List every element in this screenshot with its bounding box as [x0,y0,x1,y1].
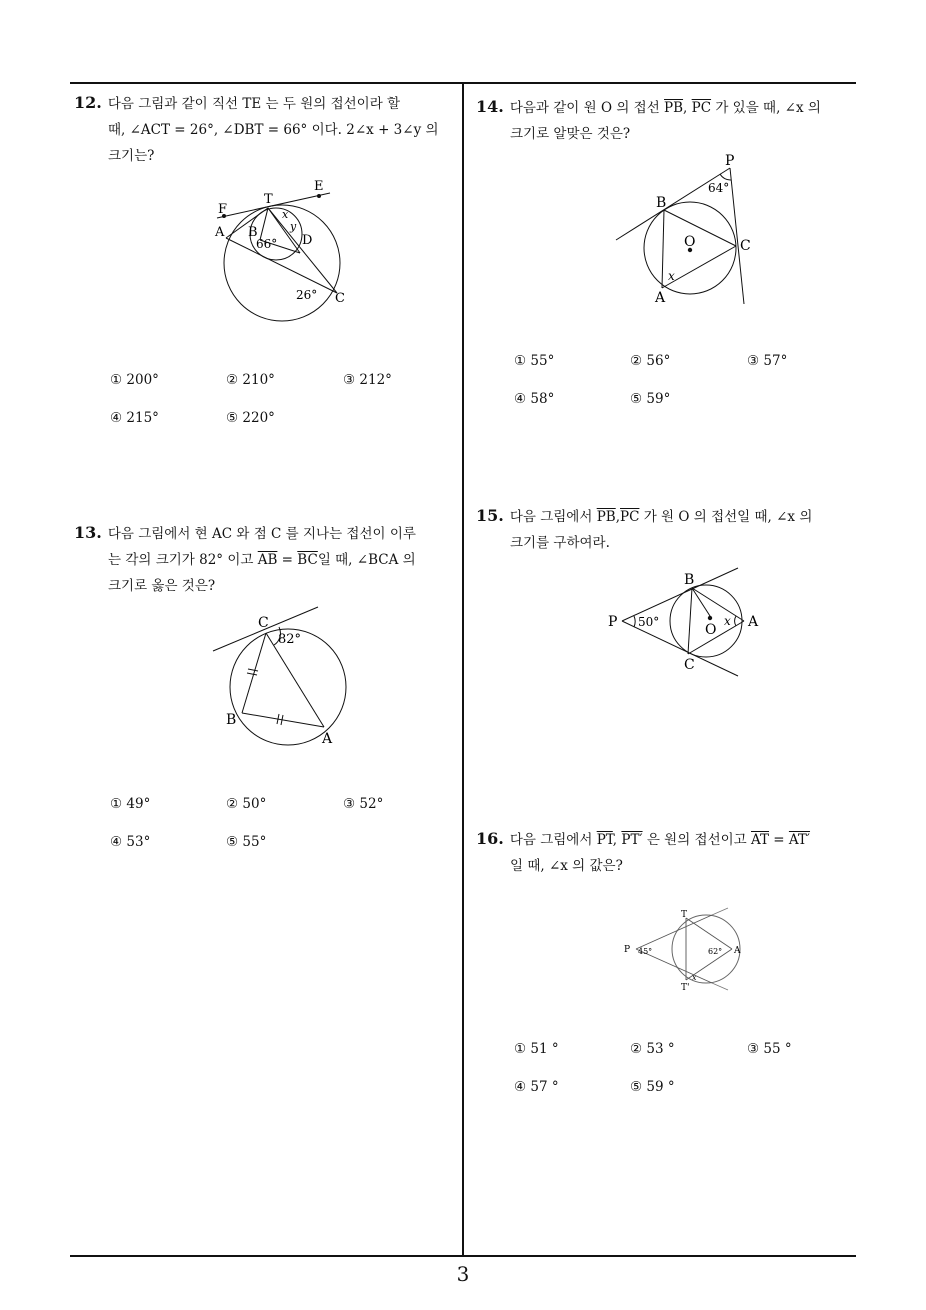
choice-4[interactable]: ④ 53° [110,834,151,850]
tangent-PB [622,568,738,621]
label-O: O [684,234,696,250]
label-A: A [748,614,759,630]
angle-50: 50° [638,615,660,629]
question-text-line: 크기로 알맞은 것은? [510,126,631,142]
question-number: 14. [476,97,504,116]
question-number: 12. [74,93,102,112]
ray-PB: $\overline{PB}$ [664,100,684,116]
ray-PB: $\overline{PB}$ [596,509,616,525]
choice-3[interactable]: ③ 57° [747,353,788,369]
question-text-line [510,509,813,525]
label-x: x [724,614,731,628]
label-B: B [226,712,237,728]
label-C: C [335,291,345,306]
point-E [317,194,321,198]
choice-3[interactable]: ③ 55 ° [747,1041,792,1057]
label-C: C [684,657,695,673]
text-segment: 일 때, ∠BCA 의 [317,552,416,568]
choice-4[interactable]: ④ 215° [110,410,159,426]
label-T-prime: T' [681,983,690,993]
text-segment: 가 있을 때, ∠x 의 [711,100,821,116]
text-segment: , [683,100,692,116]
label-P: P [725,153,735,169]
choice-5[interactable]: ⑤ 220° [226,410,275,426]
question-text-line: 크기는? [108,148,155,164]
column-divider [462,82,464,1256]
choice-2[interactable]: ② 53 ° [630,1041,675,1057]
choice-5[interactable]: ⑤ 59 ° [630,1079,675,1095]
angle-45: 45° [638,947,653,956]
question-text-line: 일 때, ∠x 의 값은? [510,858,623,874]
label-A: A [655,290,666,306]
question-text-line: 크기로 옳은 것은? [108,578,216,594]
text-segment: 은 원의 접선이고 [642,832,751,848]
figure-q12 [212,178,352,318]
tick-CB-1 [248,669,258,671]
label-C: C [258,615,269,631]
segment-BA [662,210,664,288]
page-number: 3 [456,1262,470,1286]
segment-TC [268,208,337,293]
choice-1[interactable]: ① 55° [514,353,555,369]
question-number: 16. [476,829,504,848]
ray-PC: $\overline{PC}$ [620,509,640,525]
text-segment: , [612,832,622,848]
text-segment: 는 각의 크기가 82° 이고 [108,552,258,568]
segment-BC-overlined: $\overline{BC}$ [297,552,318,568]
text-segment: 다음 그림에서 [509,832,597,848]
choice-3[interactable]: ③ 52° [343,796,384,812]
circle [672,915,740,983]
choice-5[interactable]: ⑤ 59° [630,391,671,407]
text-segment: , [615,509,620,525]
question-text-line: 다음 그림에서 현 AC 와 점 C 를 지나는 접선이 이루 [107,526,416,542]
arc-AT-prime: AT′ [788,832,811,848]
question-text-line [510,100,821,116]
tick-CB-2 [247,673,257,675]
segment-AC [226,238,337,293]
text-segment: 다음 그림에서 [509,509,597,525]
label-O: O [705,622,717,638]
angle-62: 62° [708,947,723,956]
label-D: D [302,233,313,248]
figure-q14 [612,150,772,310]
segment-BC [688,588,692,654]
angle-arc-50 [634,616,635,627]
segment-BO [692,588,710,616]
question-text-line: 크기를 구하여라. [510,535,610,551]
label-B: B [248,225,258,240]
label-B: B [656,195,667,211]
label-E: E [314,179,324,194]
segment-BA [692,588,744,621]
label-C: C [740,238,751,254]
question-number: 13. [74,523,102,542]
tangent-ext-2 [712,983,728,990]
choice-4[interactable]: ④ 57 ° [514,1079,559,1095]
question-12 [74,90,458,169]
question-14 [476,94,860,147]
tangent-ext-1 [712,908,728,915]
label-P: P [608,614,618,630]
label-y: y [290,220,297,233]
ray-PC: $\overline{PC}$ [691,100,712,116]
segment-TA [686,918,732,949]
label-T: T [681,910,688,920]
tangent-PC [730,168,744,304]
label-P: P [624,945,631,955]
question-13 [74,520,458,599]
question-16 [476,826,860,879]
tangent-PB [616,168,730,240]
choice-1[interactable]: ① 51 ° [514,1041,559,1057]
choice-4[interactable]: ④ 58° [514,391,555,407]
segment-PT-prime: PT′ [621,832,643,848]
question-text-line [510,832,810,848]
choice-3[interactable]: ③ 212° [343,372,392,388]
label-x: x [282,208,289,221]
segment-AB-overlined: $\overline{AB}$ [257,552,278,568]
arc-AT: $\overline{AT}$ [751,832,770,848]
circle-O [670,585,742,657]
segment-CB [242,633,266,713]
question-text-line: 때, ∠ACT = 26°, ∠DBT = 66° 이다. 2∠x + 3∠y 의 [108,122,439,138]
figure-q15 [604,566,764,676]
choice-5[interactable]: ⑤ 55° [226,834,267,850]
segment-BC [664,210,736,246]
choice-1[interactable]: ① 49° [110,796,151,812]
label-A: A [215,225,225,240]
angle-26: 26° [296,288,318,302]
tangent-PT [636,915,712,949]
text-segment: = [277,552,298,568]
question-15 [476,503,860,556]
question-text-line: 다음 그림과 같이 직선 TE 는 두 원의 접선이라 할 [107,96,401,112]
label-A: A [734,946,741,956]
label-x: x [668,269,675,283]
center-O [708,616,712,620]
choice-2[interactable]: ② 50° [226,796,267,812]
text-segment: = [769,832,789,848]
label-A: A [322,731,333,747]
choice-2[interactable]: ② 210° [226,372,275,388]
question-text-line [74,547,458,573]
angle-64: 64° [708,181,730,195]
figure-q13 [210,605,350,755]
tangent-PC [622,621,738,676]
choice-1[interactable]: ① 200° [110,372,159,388]
angle-arc-x [735,616,736,626]
label-T: T [264,192,273,207]
label-F: F [218,202,228,217]
segment-PT: $\overline{PT}$ [596,832,613,848]
segment-CA [266,633,324,727]
angle-arc-64 [720,174,731,180]
angle-66: 66° [256,237,278,251]
angle-82: 82° [278,632,302,647]
text-segment: 다음과 같이 원 O 의 접선 [509,100,665,116]
text-segment: 가 원 O 의 접선일 때, ∠x 의 [639,509,813,525]
question-number: 15. [476,506,504,525]
label-B: B [684,572,695,588]
large-circle [224,205,340,321]
choice-2[interactable]: ② 56° [630,353,671,369]
figure-q16 [620,906,750,996]
label-x: x [692,973,697,982]
